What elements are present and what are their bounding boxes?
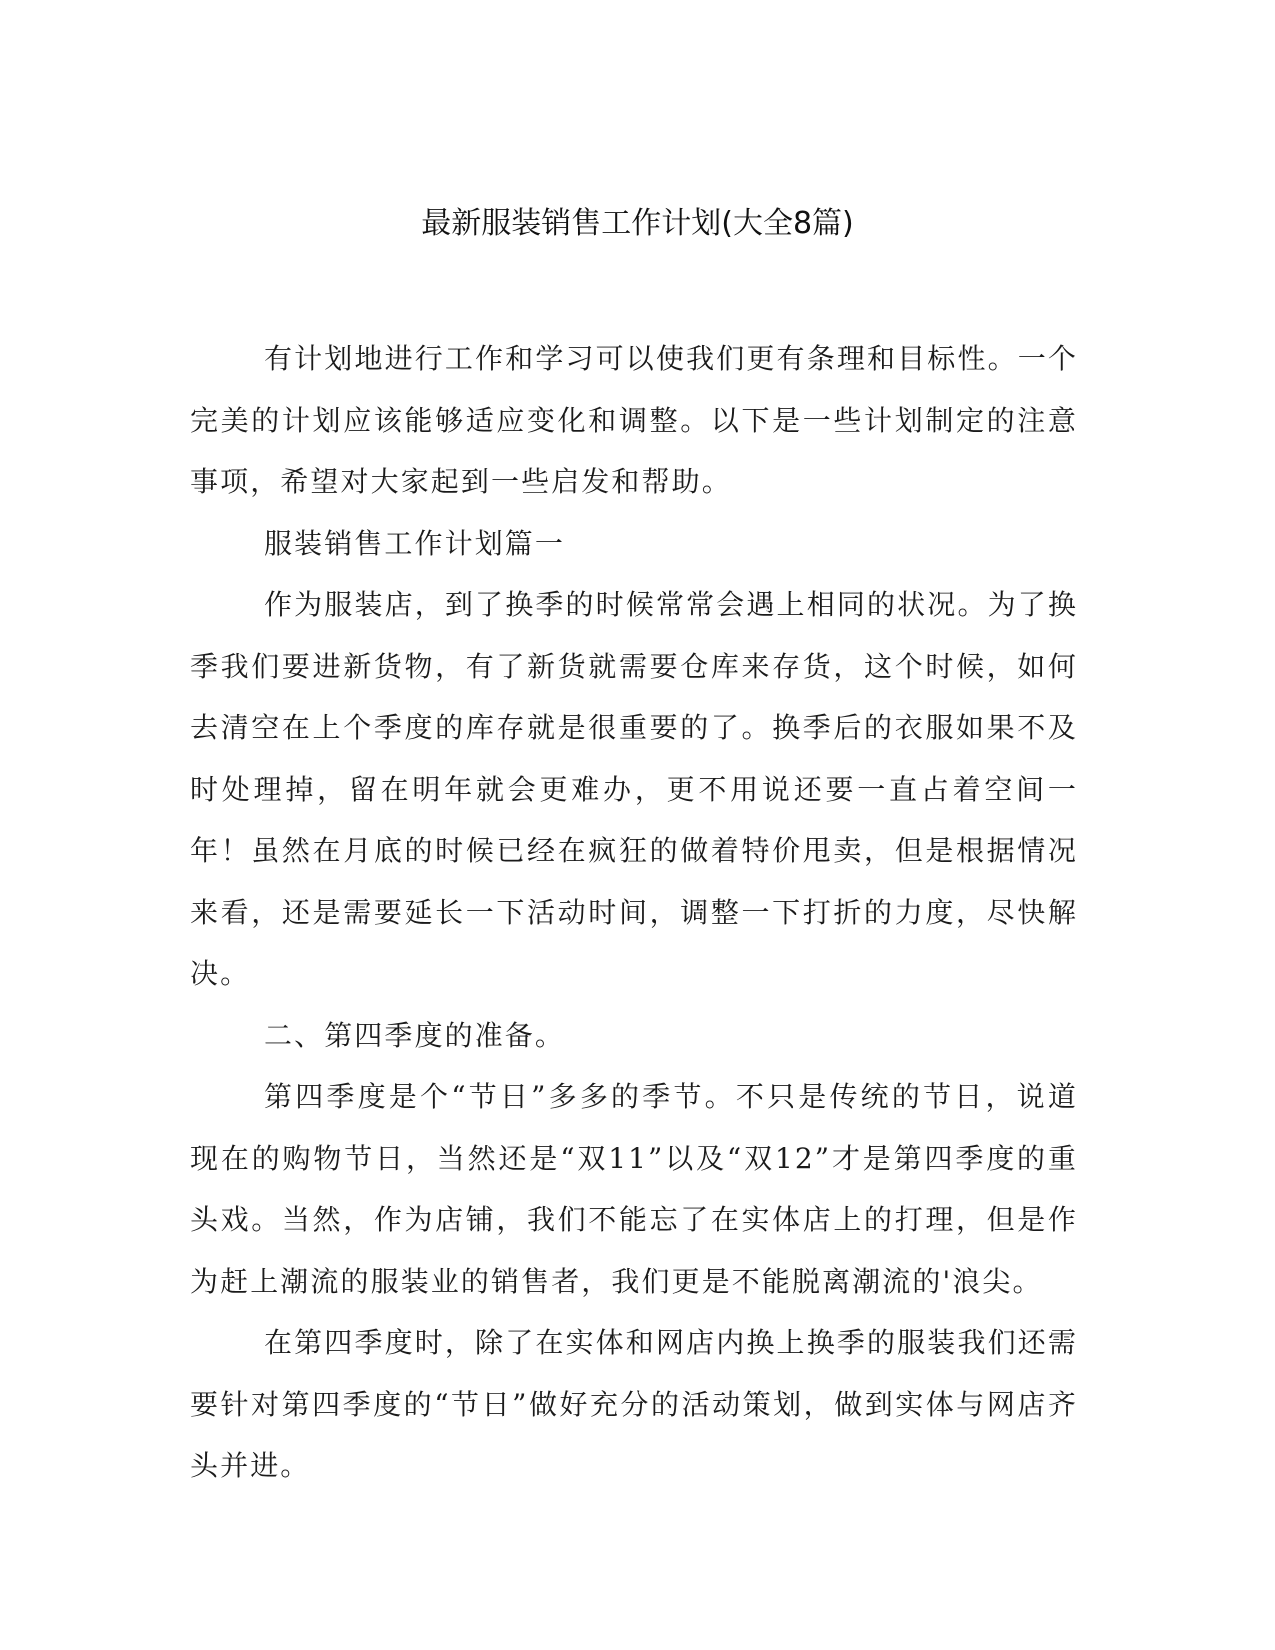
document-title: 最新服装销售工作计划(大全8篇) [421, 206, 854, 241]
section-heading-fourth-quarter: 二、第四季度的准备。 [264, 1018, 566, 1052]
section-heading-part-one: 服装销售工作计划篇一 [264, 526, 566, 560]
paragraph-season-change: 作为服装店，到了换季的时候常常会遇上相同的状况。为了换季我们要进新货物，有了新货就需要仓库来存货，这个时候，如何去清空在上个季度的库存就是很重要的了。换季后的衣服如果不及时处理掉，留在明年就会更难办，更不用说还要一直占着空间一年！虽然在月底的时候已经在疯狂的做着特价甩卖，但是根据情况来看，还是需要延长一下活动时间，调整一下打折的力度，尽快解决。 [190, 588, 1078, 990]
paragraph-planning: 在第四季度时，除了在实体和网店内换上换季的服装我们还需要针对第四季度的“节日”做好充分的活动策划，做到实体与网店齐头并进。 [190, 1326, 1078, 1482]
paragraph-intro: 有计划地进行工作和学习可以使我们更有条理和目标性。一个完美的计划应该能够适应变化和调整。以下是一些计划制定的注意事项，希望对大家起到一些启发和帮助。 [190, 342, 1078, 498]
document-body [190, 328, 1078, 1497]
paragraph-holidays: 第四季度是个“节日”多多的季节。不只是传统的节日，说道现在的购物节日，当然还是“双11”以及“双12”才是第四季度的重头戏。当然，作为店铺，我们不能忘了在实体店上的打理，但是作为赶上潮流的服装业的销售者，我们更是不能脱离潮流的'浪尖。 [190, 1080, 1078, 1298]
